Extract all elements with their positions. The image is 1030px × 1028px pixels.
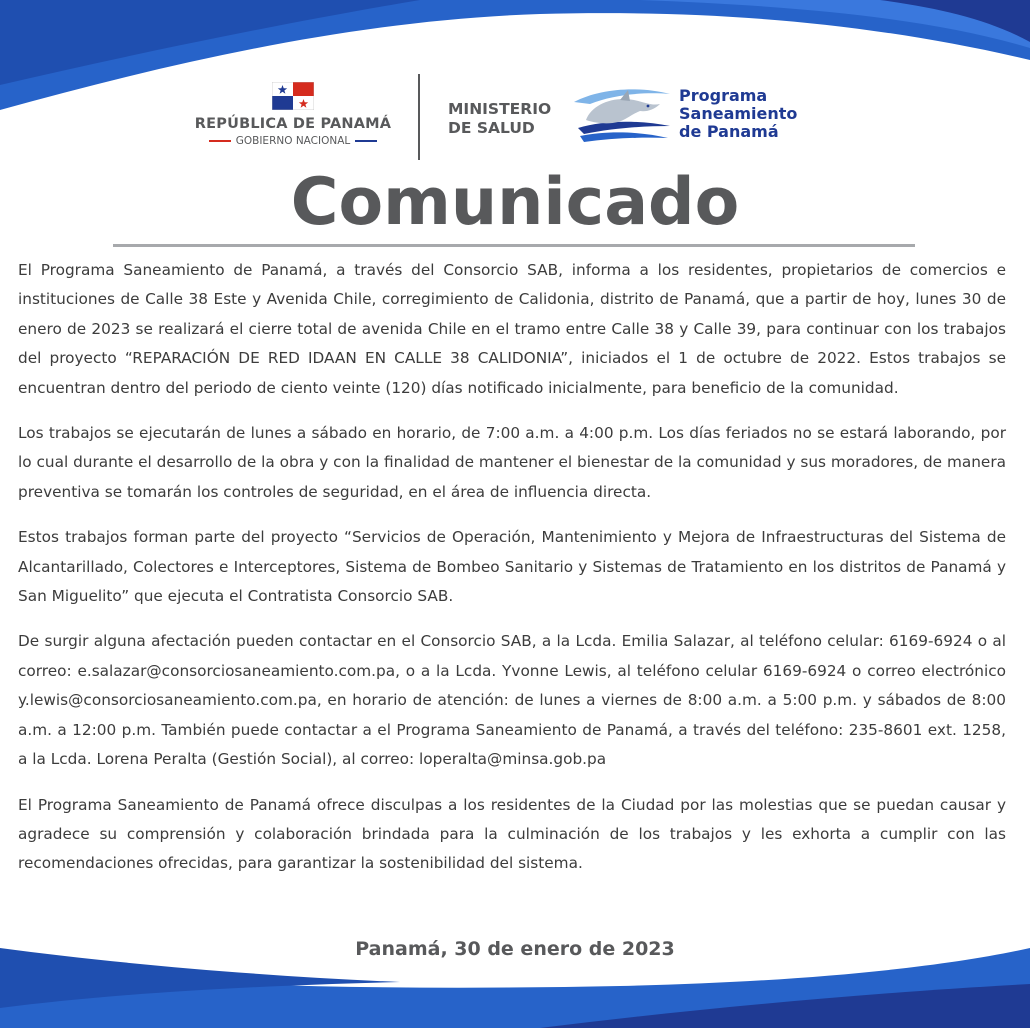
programa-line3: de Panamá <box>679 122 779 141</box>
ministerio-line2: DE SALUD <box>448 119 535 137</box>
paragraph-1: El Programa Saneamiento de Panamá, a través del Consorcio SAB, informa a los residentes, propietarios de comercios e instituciones de Calle 38 Este y Avenida Chile, corregimiento de Calidonia, distrito de Panamá, que a partir de hoy, lunes 30 de enero de 2023 se realizará el cierre total de avenida Chile en el tramo entre Calle 38 y Calle 39, para continuar con los trabajos del proyecto “REPARACIÓN DE RED IDAAN EN CALLE 38 CALIDONIA”, iniciados el 1 de octubre de 2022. Estos trabajos se encuentran dentro del periodo de ciento veinte (120) días notificado inicialmente, para beneficio de la comunidad. <box>18 261 1006 397</box>
gobierno-subtitle <box>188 135 398 147</box>
republica-title: REPÚBLICA DE PANAMÁ <box>194 116 392 132</box>
ministerio-salud-logo <box>448 100 551 138</box>
ministerio-line1: MINISTERIO <box>448 100 552 118</box>
dateline: Panamá, 30 de enero de 2023 <box>355 938 675 960</box>
panama-flag-icon <box>272 82 314 110</box>
paragraph-3: Estos trabajos forman parte del proyecto “Servicios de Operación, Mantenimiento y Mejora de Infraestructuras del Sistema de Alcantarillado, Colectores e Interceptores, Sistema de Bombeo Sanitario y Sistemas de Tratamiento en los distritos de Panamá y San Miguelito” que ejecuta el Contratista Consorcio SAB. <box>18 528 1006 606</box>
republica-panama-logo <box>188 82 398 147</box>
header-logos <box>0 74 1030 164</box>
dolphin-logo-icon <box>570 84 674 144</box>
communique-body <box>18 256 1006 895</box>
paragraph-5: El Programa Saneamiento de Panamá ofrece disculpas a los residentes de la Ciudad por las molestias que se puedan causar y agradece su comprensión y colaboración brindada para la culminación de los trabajos y les exhorta a cumplir con las recomendaciones ofrecidas, para garantizar la sostenibilidad del sistema. <box>18 795 1006 873</box>
header-divider <box>418 74 420 160</box>
programa-saneamiento-logo-text <box>679 87 797 141</box>
gobierno-subtitle-text: GOBIERNO NACIONAL <box>235 135 351 147</box>
programa-line1: Programa <box>679 86 768 105</box>
title-underline <box>113 244 915 247</box>
paragraph-4: De surgir alguna afectación pueden contactar en el Consorcio SAB, a la Lcda. Emilia Salazar, al teléfono celular: 6169-6924 o al correo: e.salazar@consorciosaneamiento.com.pa, o a la Lcda. Yvonne Lewis, al teléfono celular 6169-6924 o correo electrónico y.lewis@consorciosaneamiento.com.pa, en horario de atención: de lunes a viernes de 8:00 a.m. a 5:00 p.m. y sábados de 8:00 a.m. a 12:00 p.m. También puede contactar a el Programa Saneamiento de Panamá, a través del teléfono: 235-8601 ext. 1258, a la Lcda. Lorena Peralta (Gestión Social), al correo: loperalta@minsa.gob.pa <box>18 632 1006 769</box>
paragraph-2: Los trabajos se ejecutarán de lunes a sábado en horario, de 7:00 a.m. a 4:00 p.m. Los días feriados no se estará laborando, por lo cual durante el desarrollo de la obra y con la finalidad de mantener el bienestar de la comunidad y sus moradores, de manera preventiva se tomarán los controles de seguridad, en el área de influencia directa. <box>18 424 1006 501</box>
page-title: Comunicado <box>290 165 740 240</box>
programa-line2: Saneamiento <box>679 104 798 123</box>
